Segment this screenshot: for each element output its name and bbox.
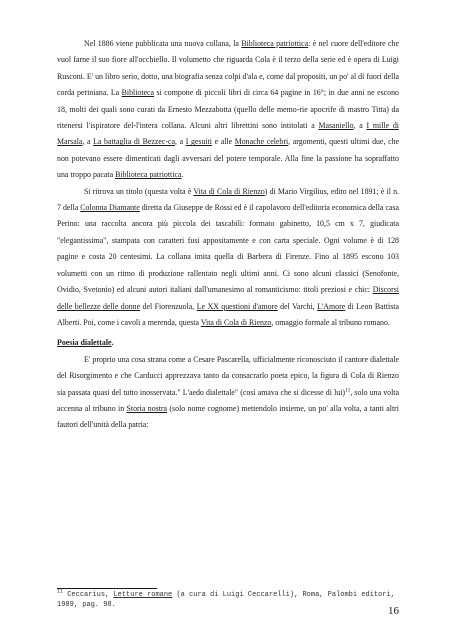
underlined-title: Letture romane [113,591,173,599]
underlined-title: Vita di Cola di Rienzo [193,186,265,196]
text-run: del Fiorenzuola, [140,301,197,311]
text-run: di Leon Battista Alberti. Poi, come i cavoli a merenda, questa [57,301,399,327]
underlined-title: L'Amore [317,301,346,311]
paragraph-colonna-diamante [57,184,399,332]
footnote-reference: 11 [345,386,351,393]
text-run: Si ritrova un titolo (questa volta è [84,186,194,196]
underlined-title: I mille di Marsala [57,121,399,147]
page-number: 16 [388,605,399,617]
underlined-title: Colonna Diamante [80,203,140,213]
text-run: del Varchi, [277,301,318,311]
underlined-title: Vita di Cola di Rienzo [200,317,272,327]
text-run: E' proprio una cosa strana come a Cesare Pascarella, ufficialmente riconosciuto il cantore dialettale del Risorgimento e che Carducci apprezzava tanto da consacrarlo poeta epico, la figura di Cola di Rienzo sia passata quasi del tutto inosservata." L'aedo dialettale" (così amava che si dicesse di lui) [57,354,399,397]
text-run: ) di Mario Virgilius, edito nel 1891; è il n. 7 della [57,186,399,213]
text-run: , a [353,121,367,131]
footnote-separator [57,588,157,589]
underlined-title: I gesuiti [185,137,212,147]
paragraph-poesia-dialettale [57,352,399,434]
text-run: diretta da Giuseppe de Rossi ed è il capolavoro dell'editoria economica della casa Perino: una raccolta ancora più piccola dei tascabili: formato gabinetto, 10,5 cm x 7, giudicata "elegantissima", stampata con caratteri fusi appositamente e con carta speciale. Ogni volume è di 128 pagine e costa 20 centesimi. La collana imita quella di Barbera di Firenze. Fino al 1895 escono 103 volumetti con un ritmo di produzione rallentato negli ultimi anni. Ci sono alcuni classici (Senofonte, Ovidio, Svetonio) ed alcuni autori italiani dall'umanesimo al romanticismo: titoli preziosi e chic: [57,203,399,295]
text-run: si compone di piccoli libri di circa 64 pagine in 16°; in due anni ne escono 18, molti dei quali sono curati da Ernesto Mezzabotta (quello delle memo-rie apocrife di mastro Titta) da ritenersi l'ispiratore del-l'intera collana. Alcuni altri librettini sono intitolati a [57,88,399,131]
underlined-title: Discorsi delle bellezze delle donne [57,285,399,311]
text-run: (solo nome cognome) mettendolo insieme, un po' alla volta, a tanti altri fautori dell'unità della patria: [57,403,399,430]
body-text [57,36,399,434]
text-run: (a cura di Luigi Ceccarelli), Roma, Palombi editori, 1989, pag. 98. [57,591,395,609]
underlined-title: La battaglia di Bezzec-ca [93,137,175,147]
text-run: , omaggio formale al tribuno romano. [271,317,390,327]
text-run: e alle [211,137,235,147]
text-run: , solo una volta accenna al tribuno in [57,387,399,413]
text-run: Nel 1886 viene pubblicata una nuova collana, la [84,39,242,48]
underlined-title: Biblioteca patriottica [241,39,309,48]
underlined-title: Monache celebri [234,137,289,147]
text-run: . [181,170,184,180]
footnote [57,588,402,611]
text-run: , argomenti, questi ultimi due, che non potevano essere dimenticati dagli avversari del potere temporale. Alla fine la passione ha sopraffatto una troppo pacata [57,137,400,180]
underlined-title: Le XX questioni d'amore [196,301,278,311]
text-run: , a [175,137,186,147]
text-run: : è nel cuore dell'editore che vuol farne il suo fiore all'occhiello. Il volumetto che riguarda Cola è il terzo della serie ed è opera di Luigi Rusconi. E' un libro serio, dotto, una biografia senza colpi d'ala e, come dal propositi, un po' al di fuori della corda periniana. La [57,39,399,98]
paragraph-biblioteca-patriottica [57,36,399,184]
text-run: , a [82,137,94,147]
underlined-title: Storia nostra [126,403,168,413]
section-heading-period: . [111,338,114,348]
footnote-number: 11 [57,588,64,595]
text-run: Ceccarius, [63,591,114,599]
underlined-title: Biblioteca [121,88,155,98]
section-heading [57,335,399,351]
section-heading-text: Poesia dialettale [57,338,112,348]
underlined-title: Biblioteca patriottica [115,170,182,180]
underlined-title: Masaniello [318,121,354,131]
